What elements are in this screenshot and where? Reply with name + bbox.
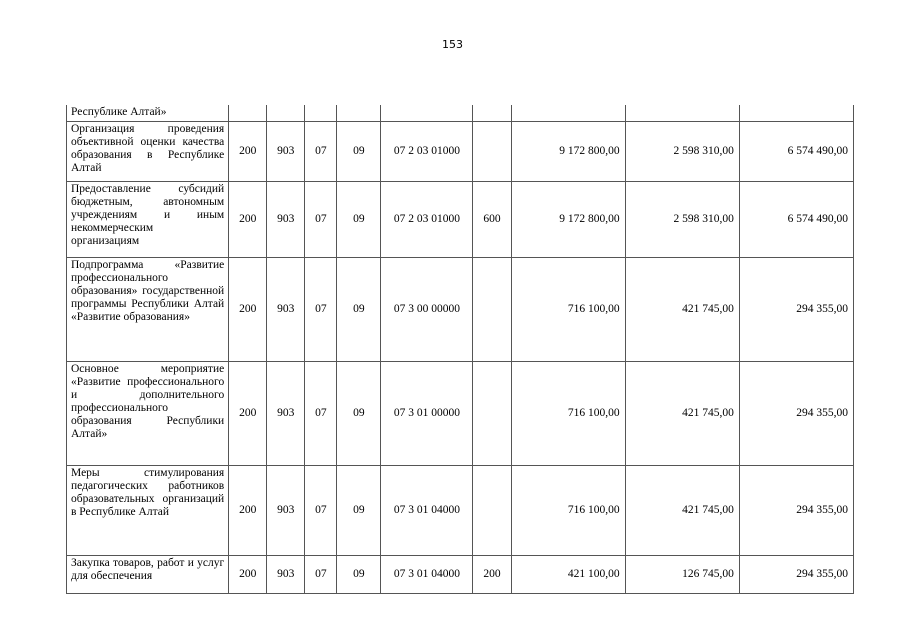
amount-cell: 9 172 800,00 xyxy=(511,121,625,181)
amount-cell: 294 355,00 xyxy=(739,257,853,361)
amount-cell: 9 172 800,00 xyxy=(511,181,625,257)
amount-cell xyxy=(739,105,853,121)
subsection-cell: 09 xyxy=(337,181,381,257)
ministry-code-cell: 903 xyxy=(267,361,305,465)
target-article-cell: 07 2 03 01000 xyxy=(381,121,473,181)
amount-cell: 2 598 310,00 xyxy=(625,181,739,257)
section-cell: 07 xyxy=(305,465,337,555)
table-row xyxy=(67,121,854,181)
expense-type-cell: 200 xyxy=(473,555,511,593)
row-name-cell: Основное мероприятие «Развитие профессионального и дополнительного профессионального образования Республики Алтай» xyxy=(67,361,229,465)
table-row xyxy=(67,361,854,465)
amount-cell: 421 745,00 xyxy=(625,361,739,465)
section-cell: 07 xyxy=(305,257,337,361)
amount-cell: 294 355,00 xyxy=(739,465,853,555)
section-cell: 07 xyxy=(305,361,337,465)
row-name-cell: Меры стимулирования педагогических работников образовательных организаций в Республике Алтай xyxy=(67,465,229,555)
amount-cell: 421 100,00 xyxy=(511,555,625,593)
amount-cell: 716 100,00 xyxy=(511,257,625,361)
table-row xyxy=(67,181,854,257)
target-article-cell: 07 3 00 00000 xyxy=(381,257,473,361)
target-article-cell xyxy=(381,105,473,121)
admin-code-cell: 200 xyxy=(229,465,267,555)
subsection-cell xyxy=(337,105,381,121)
expense-type-cell xyxy=(473,105,511,121)
subsection-cell: 09 xyxy=(337,257,381,361)
section-cell: 07 xyxy=(305,121,337,181)
row-name-cell: Организация проведения объективной оценки качества образования в Республике Алтай xyxy=(67,121,229,181)
ministry-code-cell xyxy=(267,105,305,121)
expense-type-cell xyxy=(473,257,511,361)
section-cell: 07 xyxy=(305,181,337,257)
admin-code-cell: 200 xyxy=(229,555,267,593)
target-article-cell: 07 3 01 04000 xyxy=(381,555,473,593)
row-name-cell: Республике Алтай» xyxy=(67,105,229,121)
target-article-cell: 07 3 01 04000 xyxy=(381,465,473,555)
section-cell xyxy=(305,105,337,121)
table-row xyxy=(67,105,854,121)
table-row xyxy=(67,555,854,593)
admin-code-cell xyxy=(229,105,267,121)
amount-cell xyxy=(511,105,625,121)
amount-cell: 6 574 490,00 xyxy=(739,181,853,257)
amount-cell: 294 355,00 xyxy=(739,555,853,593)
amount-cell: 2 598 310,00 xyxy=(625,121,739,181)
subsection-cell: 09 xyxy=(337,465,381,555)
ministry-code-cell: 903 xyxy=(267,181,305,257)
amount-cell: 421 745,00 xyxy=(625,257,739,361)
amount-cell: 421 745,00 xyxy=(625,465,739,555)
subsection-cell: 09 xyxy=(337,555,381,593)
amount-cell: 294 355,00 xyxy=(739,361,853,465)
expense-type-cell: 600 xyxy=(473,181,511,257)
section-cell: 07 xyxy=(305,555,337,593)
ministry-code-cell: 903 xyxy=(267,121,305,181)
admin-code-cell: 200 xyxy=(229,181,267,257)
target-article-cell: 07 2 03 01000 xyxy=(381,181,473,257)
subsection-cell: 09 xyxy=(337,121,381,181)
amount-cell: 6 574 490,00 xyxy=(739,121,853,181)
row-name-cell: Предоставление субсидий бюджетным, автономным учреждениям и иным некоммерческим организациям xyxy=(67,181,229,257)
admin-code-cell: 200 xyxy=(229,121,267,181)
admin-code-cell: 200 xyxy=(229,361,267,465)
subsection-cell: 09 xyxy=(337,361,381,465)
table-row xyxy=(67,465,854,555)
ministry-code-cell: 903 xyxy=(267,555,305,593)
amount-cell: 716 100,00 xyxy=(511,465,625,555)
ministry-code-cell: 903 xyxy=(267,257,305,361)
expense-type-cell xyxy=(473,361,511,465)
admin-code-cell: 200 xyxy=(229,257,267,361)
expense-type-cell xyxy=(473,121,511,181)
target-article-cell: 07 3 01 00000 xyxy=(381,361,473,465)
row-name-cell: Закупка товаров, работ и услуг для обеспечения xyxy=(67,555,229,593)
row-name-cell: Подпрограмма «Развитие профессионального образования» государственной программы Республики Алтай «Развитие образования» xyxy=(67,257,229,361)
page-number: 153 xyxy=(442,38,463,51)
ministry-code-cell: 903 xyxy=(267,465,305,555)
amount-cell: 126 745,00 xyxy=(625,555,739,593)
budget-table xyxy=(66,105,854,594)
amount-cell: 716 100,00 xyxy=(511,361,625,465)
amount-cell xyxy=(625,105,739,121)
expense-type-cell xyxy=(473,465,511,555)
table-row xyxy=(67,257,854,361)
